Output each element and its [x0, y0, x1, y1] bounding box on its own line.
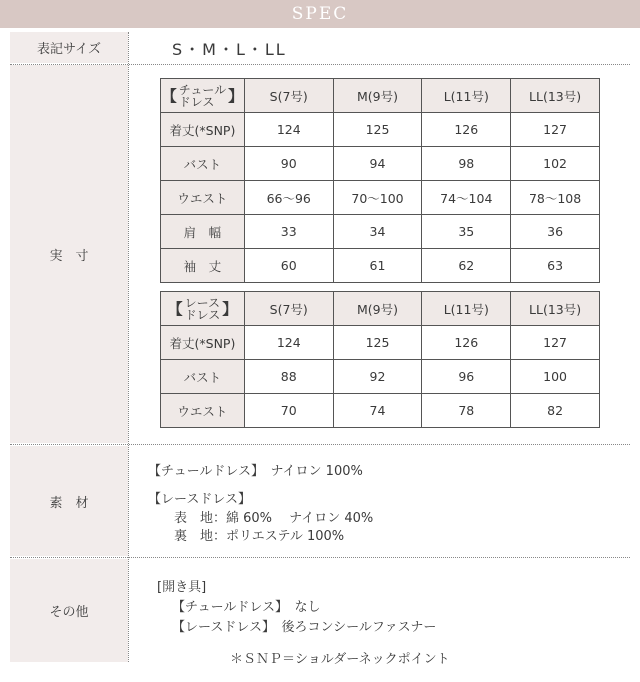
size-header: L(11号): [422, 292, 511, 326]
table-cell: 124: [244, 113, 333, 147]
tulle-header-line1: チュール: [178, 82, 227, 97]
table-cell: 124: [244, 326, 333, 360]
size-label-cell: [10, 32, 128, 63]
table-cell: 60: [244, 249, 333, 283]
row-label: 着丈(*SNP): [161, 113, 245, 147]
table-cell: 63: [511, 249, 600, 283]
divider: [10, 64, 630, 65]
material-label: 素 材: [49, 495, 89, 511]
row-label: ウエスト: [161, 394, 245, 428]
table-cell: 126: [422, 113, 511, 147]
row-label: バスト: [161, 360, 245, 394]
table-cell: 125: [333, 113, 422, 147]
table-cell: 35: [422, 215, 511, 249]
size-label: 表記サイズ: [37, 42, 101, 57]
lace-header-line2: ドレス: [184, 307, 221, 322]
table-header-row: [161, 79, 600, 113]
table-cell: 96: [422, 360, 511, 394]
row-label: 肩 幅: [161, 215, 245, 249]
table-row: [161, 147, 600, 181]
tulle-size-table: [160, 78, 600, 283]
table-cell: 92: [333, 360, 422, 394]
table-row: [161, 394, 600, 428]
table-header-row: [161, 292, 600, 326]
table-cell: 62: [422, 249, 511, 283]
column-divider: [128, 32, 129, 662]
table-cell: 78: [422, 394, 511, 428]
table-cell: 98: [422, 147, 511, 181]
measure-label-cell: [10, 65, 128, 443]
row-label: 着丈(*SNP): [161, 326, 245, 360]
table-cell: 33: [244, 215, 333, 249]
divider: [10, 557, 630, 558]
material-label-cell: [10, 446, 128, 556]
size-header: L(11号): [422, 79, 511, 113]
material-lace-title: 【レースドレス】: [148, 492, 251, 507]
tulle-header-line2: ドレス: [178, 94, 215, 109]
material-lace-inner: 裏 地：ポリエステル 100%: [174, 529, 345, 544]
row-label: ウエスト: [161, 181, 245, 215]
size-header: M(9号): [333, 79, 422, 113]
table-cell: 66〜96: [244, 181, 333, 215]
table-row: [161, 113, 600, 147]
table-cell: 78〜108: [511, 181, 600, 215]
spec-header: [0, 0, 640, 28]
size-header: LL(13号): [511, 292, 600, 326]
table-row: [161, 181, 600, 215]
table-cell: 88: [244, 360, 333, 394]
table-row: [161, 249, 600, 283]
table-cell: 127: [511, 113, 600, 147]
table-cell: 126: [422, 326, 511, 360]
table-row: [161, 360, 600, 394]
table-row: [161, 215, 600, 249]
material-lace-outer: 表 地：綿 60% ナイロン 40%: [174, 511, 374, 526]
size-header: S(7号): [244, 79, 333, 113]
table-title-cell: 【 チュール ドレス 】: [161, 79, 245, 113]
divider: [10, 444, 630, 445]
table-cell: 34: [333, 215, 422, 249]
table-cell: 125: [333, 326, 422, 360]
table-cell: 82: [511, 394, 600, 428]
table-cell: 61: [333, 249, 422, 283]
size-value: S・M・L・LL: [172, 40, 287, 59]
lace-closure: 【レースドレス】 後ろコンシールファスナー: [172, 620, 437, 635]
lace-size-table: [160, 291, 600, 428]
measure-label: 実 寸: [49, 248, 89, 264]
other-label: その他: [49, 605, 89, 620]
spec-title: SPEC: [291, 4, 349, 24]
table-cell: 70: [244, 394, 333, 428]
table-cell: 70〜100: [333, 181, 422, 215]
table-title-cell: 【 レース ドレス 】: [161, 292, 245, 326]
table-cell: 102: [511, 147, 600, 181]
snp-note: ＊ＳＮＰ＝ショルダーネックポイント: [230, 652, 450, 667]
other-label-cell: [10, 559, 128, 662]
size-header: LL(13号): [511, 79, 600, 113]
table-cell: 100: [511, 360, 600, 394]
table-cell: 127: [511, 326, 600, 360]
table-cell: 94: [333, 147, 422, 181]
material-tulle: 【チュールドレス】 ナイロン 100%: [148, 464, 363, 479]
table-cell: 74〜104: [422, 181, 511, 215]
row-label: バスト: [161, 147, 245, 181]
size-header: S(7号): [244, 292, 333, 326]
closure-title: [開き具]: [157, 580, 207, 595]
size-header: M(9号): [333, 292, 422, 326]
tulle-closure: 【チュールドレス】 なし: [172, 600, 321, 615]
lace-header-line1: レース: [184, 295, 221, 310]
table-cell: 90: [244, 147, 333, 181]
table-row: [161, 326, 600, 360]
table-cell: 36: [511, 215, 600, 249]
table-cell: 74: [333, 394, 422, 428]
row-label: 袖 丈: [161, 249, 245, 283]
